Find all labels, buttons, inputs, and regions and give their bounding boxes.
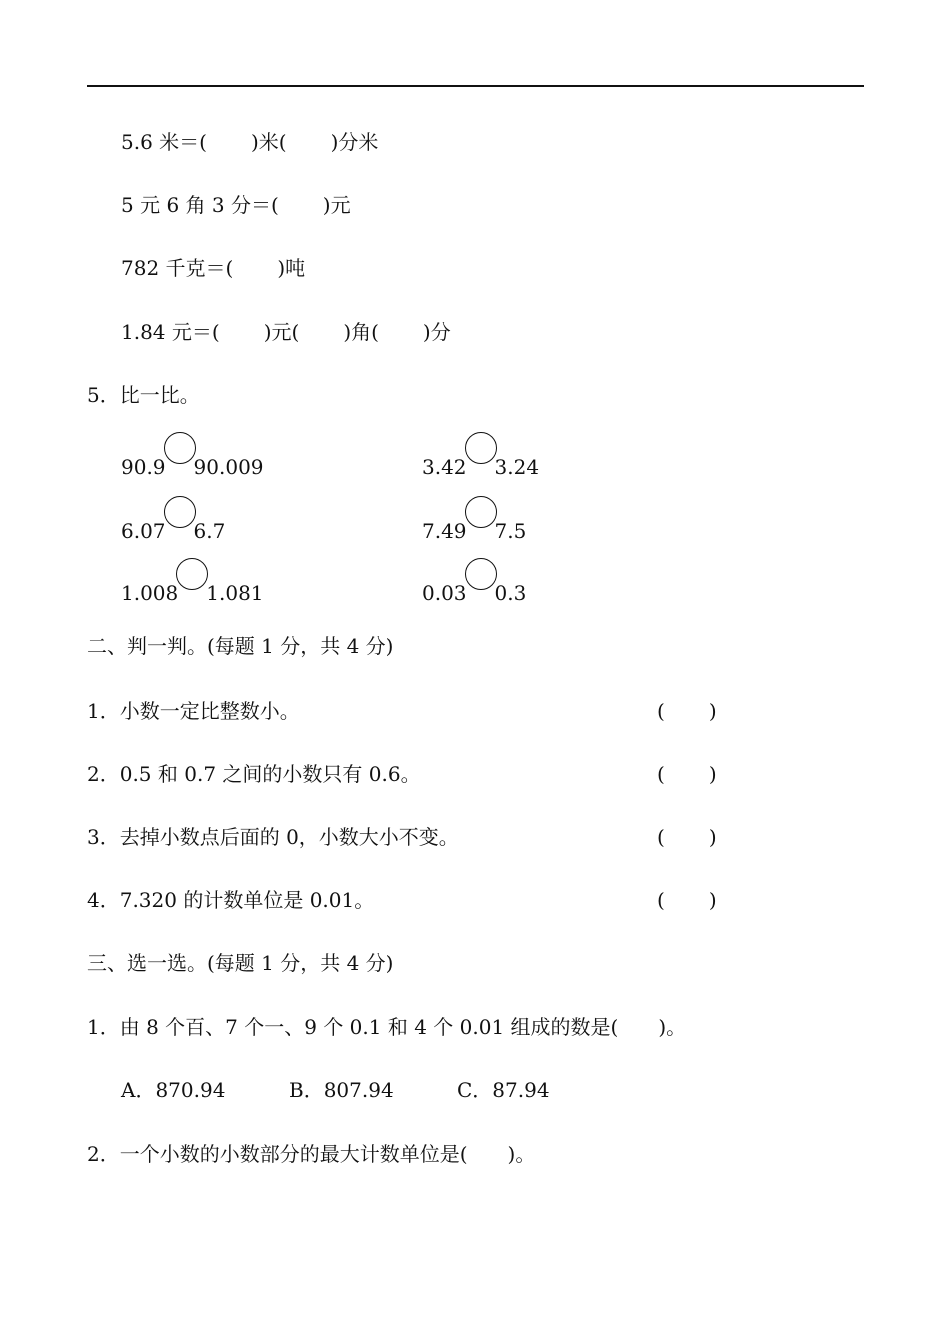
choice-question (87, 1015, 686, 1039)
text: 2．一个小数的小数部分的最大计数单位是( (87, 1142, 468, 1166)
section3-heading: 三、选一选。(每题 1 分，共 4 分) (87, 951, 394, 975)
conversion-line (121, 256, 305, 280)
judge-item: 4．7.320 的计数单位是 0.01。 (87, 888, 375, 912)
text: 3.42 (422, 455, 467, 479)
text: )米( (250, 130, 287, 154)
section2-heading: 二、判一判。(每题 1 分，共 4 分) (87, 634, 394, 658)
text: 1.081 (206, 581, 264, 605)
text: )。 (507, 1142, 536, 1166)
compare-circle[interactable] (176, 558, 208, 590)
judge-item: 1．小数一定比整数小。 (87, 699, 300, 723)
compare-item (121, 570, 264, 605)
compare-circle[interactable] (465, 558, 497, 590)
answer-bracket[interactable] (657, 699, 717, 723)
text: )分 (422, 320, 451, 344)
judge-item: 2．0.5 和 0.7 之间的小数只有 0.6。 (87, 762, 421, 786)
text: )元( (263, 320, 300, 344)
answer-bracket[interactable] (657, 762, 717, 786)
text: 7.5 (494, 519, 527, 543)
compare-item (422, 570, 526, 605)
option-c[interactable]: C．87.94 (457, 1078, 550, 1102)
text: 6.7 (193, 519, 226, 543)
option-b[interactable]: B．807.94 (289, 1078, 394, 1102)
text: ) (708, 888, 717, 912)
text: ( (657, 888, 665, 912)
text: 7.49 (422, 519, 467, 543)
answer-bracket[interactable] (657, 888, 717, 912)
text: ) (708, 825, 717, 849)
text: 5.6 米＝( (121, 130, 207, 154)
q5-title: 5．比一比。 (87, 383, 200, 407)
text: )分米 (330, 130, 379, 154)
text: ( (657, 825, 665, 849)
text: 0.03 (422, 581, 467, 605)
compare-circle[interactable] (465, 496, 497, 528)
compare-item (422, 508, 526, 543)
text: 1．由 8 个百、7 个一、9 个 0.1 和 4 个 0.01 组成的数是( (87, 1015, 619, 1039)
text: 782 千克＝( (121, 256, 234, 280)
compare-item (121, 508, 225, 543)
text: 0.3 (494, 581, 527, 605)
compare-item (121, 444, 264, 479)
choice-options (121, 1078, 550, 1102)
conversion-line (121, 320, 451, 344)
text: 6.07 (121, 519, 166, 543)
option-a[interactable]: A．870.94 (121, 1078, 226, 1102)
text: 90.9 (121, 455, 166, 479)
judge-item: 3．去掉小数点后面的 0，小数大小不变。 (87, 825, 459, 849)
text: ( (657, 699, 665, 723)
answer-bracket[interactable] (657, 825, 717, 849)
conversion-line (121, 193, 351, 217)
text: 1.84 元＝( (121, 320, 220, 344)
compare-circle[interactable] (164, 496, 196, 528)
compare-circle[interactable] (164, 432, 196, 464)
compare-circle[interactable] (465, 432, 497, 464)
text: 90.009 (193, 455, 264, 479)
text: )元 (322, 193, 351, 217)
text: 3.24 (494, 455, 540, 479)
text: ) (708, 762, 717, 786)
text: )角( (343, 320, 379, 344)
top-rule (87, 85, 864, 87)
conversion-line (121, 130, 378, 154)
text: )吨 (277, 256, 306, 280)
text: ( (657, 762, 665, 786)
text: 5 元 6 角 3 分＝( (121, 193, 279, 217)
text: 1.008 (121, 581, 179, 605)
choice-question (87, 1142, 535, 1166)
text: )。 (658, 1015, 687, 1039)
text: ) (708, 699, 717, 723)
compare-item (422, 444, 539, 479)
